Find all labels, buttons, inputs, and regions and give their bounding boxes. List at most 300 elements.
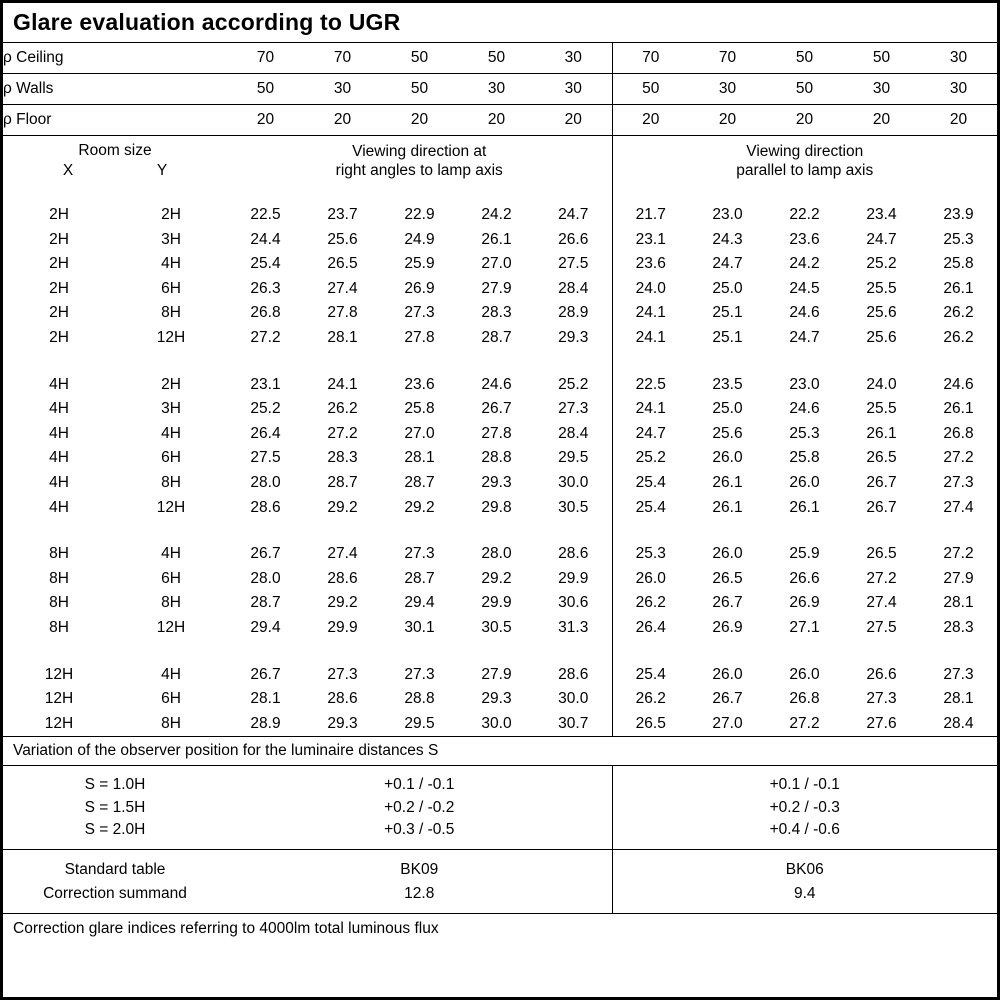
- ugr-value: 25.4: [250, 255, 281, 273]
- rho-floor-v10: 20: [920, 105, 997, 136]
- table-row: [3, 711, 997, 736]
- ugr-value: 28.1: [327, 329, 358, 347]
- ugr-value: 24.1: [612, 397, 689, 422]
- ugr-value: 26.0: [612, 566, 689, 591]
- ugr-value: 26.7: [866, 498, 897, 516]
- ugr-value: 23.0: [712, 206, 743, 224]
- table-row: [3, 566, 997, 591]
- data-top-spacer: [3, 181, 997, 203]
- ugr-value: 23.7: [327, 206, 358, 224]
- rho-walls-v2: 30: [304, 74, 381, 105]
- ugr-value: 27.5: [558, 255, 589, 273]
- ugr-value: 27.4: [327, 545, 358, 563]
- room-size-x: 8H: [49, 618, 69, 636]
- ugr-value: 24.9: [404, 230, 435, 248]
- rho-walls-label: ρ Walls: [3, 74, 227, 105]
- ugr-value: 24.2: [789, 255, 820, 273]
- ugr-value: 26.0: [712, 449, 743, 467]
- ugr-value: 26.0: [789, 473, 820, 491]
- ugr-value: 23.4: [866, 206, 897, 224]
- table-row: [3, 591, 997, 616]
- table-row: [3, 616, 997, 641]
- variation-block: [3, 766, 997, 849]
- ugr-value: 28.8: [404, 690, 435, 708]
- ugr-value: 28.3: [943, 618, 974, 636]
- table-row: [3, 372, 997, 397]
- x-label: X: [62, 162, 74, 179]
- page-title: Glare evaluation according to UGR: [13, 9, 401, 35]
- ugr-value: 29.4: [250, 618, 281, 636]
- table-row: [3, 687, 997, 712]
- ugr-value: 24.5: [789, 279, 820, 297]
- ugr-value: 25.6: [866, 304, 897, 322]
- group-spacer: [3, 350, 997, 372]
- ugr-value: 29.2: [327, 498, 358, 516]
- room-size-x: 8H: [49, 569, 69, 587]
- ugr-value: 26.2: [943, 329, 974, 347]
- variation-left-1: +0.1 / -0.1: [384, 776, 455, 794]
- ugr-value: 26.2: [943, 304, 974, 322]
- rho-walls-v6: 50: [612, 74, 689, 105]
- table-row-rho-walls: [3, 74, 997, 105]
- room-size-y: 12H: [156, 329, 186, 347]
- room-size-x: 12H: [44, 714, 74, 732]
- ugr-value: 28.6: [327, 690, 358, 708]
- room-size-y: 4H: [161, 545, 181, 563]
- table-row: [3, 471, 997, 496]
- rho-ceiling-v5: 30: [564, 49, 582, 66]
- room-size-y: 4H: [161, 665, 181, 683]
- ugr-main-table: [3, 43, 997, 135]
- ugr-value: 26.7: [866, 473, 897, 491]
- ugr-value: 26.2: [327, 400, 358, 418]
- room-size-y: 12H: [156, 618, 186, 636]
- ugr-value: 25.5: [866, 279, 897, 297]
- ugr-value: 26.6: [558, 230, 589, 248]
- ugr-value: 22.9: [404, 206, 435, 224]
- room-size-y: 2H: [161, 375, 181, 393]
- rho-walls-v9: 30: [843, 74, 920, 105]
- ugr-value: 26.1: [789, 498, 820, 516]
- ugr-value: 28.4: [558, 424, 589, 442]
- ugr-value: 26.5: [712, 569, 743, 587]
- y-label: Y: [156, 162, 168, 179]
- ugr-value: 30.5: [481, 618, 512, 636]
- ugr-value: 26.5: [612, 711, 689, 736]
- view-right-line1: Viewing direction: [746, 143, 864, 160]
- ugr-value: 26.9: [404, 279, 435, 297]
- ugr-value: 26.1: [712, 473, 743, 491]
- ugr-value: 27.0: [481, 255, 512, 273]
- ugr-value: 27.1: [789, 618, 820, 636]
- rho-ceiling-v9: 50: [872, 49, 891, 66]
- ugr-value: 29.2: [327, 594, 358, 612]
- rho-ceiling-v4: 50: [487, 49, 506, 66]
- room-size-header: [3, 136, 227, 181]
- variation-right-1: +0.1 / -0.1: [769, 776, 840, 794]
- ugr-value: 30.0: [558, 473, 589, 491]
- ugr-value: 24.7: [612, 422, 689, 447]
- room-size-y: 8H: [161, 714, 181, 732]
- table-row-rho-floor: [3, 105, 997, 136]
- room-size-x: 2H: [49, 206, 69, 224]
- group-spacer: [3, 640, 997, 662]
- correction-summand-left: 12.8: [404, 884, 435, 902]
- ugr-value: 26.7: [712, 594, 743, 612]
- table-row: [3, 227, 997, 252]
- ugr-value: 28.9: [250, 714, 281, 732]
- ugr-value: 25.8: [789, 449, 820, 467]
- rho-ceiling-v2: 70: [333, 49, 352, 66]
- rho-ceiling-v8: 50: [795, 49, 814, 66]
- ugr-value: 23.9: [943, 206, 974, 224]
- ugr-value: 27.0: [712, 714, 743, 732]
- table-row: [3, 422, 997, 447]
- ugr-value: 29.3: [558, 329, 589, 347]
- ugr-value: 25.0: [712, 400, 743, 418]
- room-size-x: 8H: [49, 594, 69, 612]
- ugr-value: 23.6: [789, 230, 820, 248]
- ugr-value: 27.6: [866, 714, 897, 732]
- ugr-value: 29.8: [481, 498, 512, 516]
- ugr-value: 27.4: [866, 594, 897, 612]
- ugr-value: 27.2: [943, 545, 974, 563]
- ugr-value: 27.8: [327, 304, 358, 322]
- room-size-label: Room size: [78, 142, 152, 159]
- ugr-value: 24.3: [712, 230, 743, 248]
- ugr-value: 24.6: [481, 375, 512, 393]
- rho-floor-v7: 20: [689, 105, 766, 136]
- ugr-value: 27.9: [943, 569, 974, 587]
- ugr-value: 25.2: [558, 375, 589, 393]
- room-size-y: 3H: [161, 400, 181, 418]
- ugr-value: 27.2: [943, 449, 974, 467]
- room-size-x: 4H: [49, 449, 69, 467]
- ugr-value: 26.2: [612, 687, 689, 712]
- ugr-value: 27.0: [404, 424, 435, 442]
- ugr-value: 24.7: [712, 255, 743, 273]
- ugr-value: 28.7: [481, 329, 512, 347]
- ugr-value: 27.4: [327, 279, 358, 297]
- standard-table-label: Standard table: [64, 861, 166, 879]
- ugr-value: 26.2: [612, 591, 689, 616]
- rho-floor-v5: 20: [535, 105, 612, 136]
- rho-ceiling-v6: 70: [612, 43, 689, 74]
- ugr-value: 22.5: [612, 372, 689, 397]
- view-left-line1: Viewing direction at: [352, 143, 487, 160]
- ugr-value: 22.5: [250, 206, 281, 224]
- room-size-x: 12H: [44, 665, 74, 683]
- ugr-value: 26.9: [712, 618, 743, 636]
- rho-ceiling-label: ρ Ceiling: [3, 49, 64, 66]
- ugr-value: 26.0: [712, 545, 743, 563]
- ugr-value: 27.5: [866, 618, 897, 636]
- ugr-value: 27.2: [250, 329, 281, 347]
- correction-summand-right: 9.4: [793, 884, 816, 902]
- rho-ceiling-v10: 30: [949, 49, 968, 66]
- ugr-value: 23.1: [612, 227, 689, 252]
- ugr-value: 27.3: [404, 545, 435, 563]
- ugr-value: 27.3: [327, 665, 358, 683]
- standard-table-block: [3, 850, 997, 913]
- variation-values-perpendicular: [227, 766, 612, 849]
- room-size-y: 3H: [161, 230, 181, 248]
- room-size-y: 6H: [161, 449, 181, 467]
- ugr-value: 30.7: [558, 714, 589, 732]
- ugr-value: 28.4: [943, 714, 974, 732]
- ugr-value: 27.4: [943, 498, 974, 516]
- room-size-y: 8H: [161, 473, 181, 491]
- ugr-value: 29.5: [558, 449, 589, 467]
- ugr-value: 30.5: [558, 498, 589, 516]
- ugr-value: 25.1: [712, 304, 743, 322]
- ugr-value: 25.3: [612, 542, 689, 567]
- room-size-y: 12H: [156, 498, 186, 516]
- ugr-value: 26.4: [250, 424, 281, 442]
- viewing-direction-parallel-header: [612, 136, 998, 181]
- rho-floor-v4: 20: [458, 105, 535, 136]
- room-size-y: 8H: [161, 594, 181, 612]
- ugr-value: 27.3: [404, 665, 435, 683]
- variation-label-3: S = 2.0H: [84, 820, 146, 838]
- rho-walls-v1: 50: [227, 74, 304, 105]
- ugr-value: 28.1: [943, 594, 974, 612]
- viewing-direction-perpendicular-header: [227, 136, 612, 181]
- ugr-value: 23.6: [404, 375, 435, 393]
- ugr-value: 26.4: [612, 616, 689, 641]
- ugr-value: 29.2: [404, 498, 435, 516]
- ugr-value: 30.1: [404, 618, 435, 636]
- ugr-value: 26.8: [943, 424, 974, 442]
- room-size-x: 2H: [49, 304, 69, 322]
- ugr-value: 29.5: [404, 714, 435, 732]
- ugr-data-table: [3, 181, 997, 736]
- ugr-value: 28.6: [558, 665, 589, 683]
- ugr-value: 26.9: [789, 594, 820, 612]
- ugr-value: 26.8: [250, 304, 281, 322]
- footer-note: Correction glare indices referring to 4000lm total luminous flux: [13, 919, 439, 937]
- ugr-value: 30.6: [558, 594, 589, 612]
- ugr-value: 29.3: [481, 690, 512, 708]
- ugr-value: 26.7: [250, 545, 281, 563]
- ugr-value: 25.4: [612, 495, 689, 520]
- ugr-value: 25.1: [712, 329, 743, 347]
- ugr-value: 24.1: [612, 301, 689, 326]
- ugr-value: 27.9: [481, 665, 512, 683]
- rho-walls-v8: 50: [766, 74, 843, 105]
- rho-floor-v8: 20: [766, 105, 843, 136]
- rho-floor-v3: 20: [381, 105, 458, 136]
- rho-ceiling-v1: 70: [256, 49, 275, 66]
- rho-ceiling-v3: 50: [410, 49, 429, 66]
- table-row-rho-ceiling: [3, 43, 997, 74]
- ugr-value: 23.5: [712, 375, 743, 393]
- ugr-value: 28.7: [250, 594, 281, 612]
- room-size-x: 4H: [49, 473, 69, 491]
- ugr-value: 24.1: [612, 326, 689, 351]
- ugr-value: 28.0: [250, 473, 281, 491]
- ugr-value: 28.8: [481, 449, 512, 467]
- ugr-value: 21.7: [612, 203, 689, 228]
- variation-left-2: +0.2 / -0.2: [384, 798, 455, 816]
- ugr-value: 28.3: [327, 449, 358, 467]
- ugr-value: 24.6: [789, 304, 820, 322]
- ugr-value: 31.3: [558, 618, 589, 636]
- ugr-value: 27.2: [866, 569, 897, 587]
- room-size-x: 4H: [49, 400, 69, 418]
- ugr-value: 25.2: [612, 446, 689, 471]
- ugr-value: 24.0: [612, 277, 689, 302]
- room-size-x: 12H: [44, 690, 74, 708]
- ugr-value: 25.2: [250, 400, 281, 418]
- ugr-value: 29.2: [481, 569, 512, 587]
- ugr-value: 25.8: [943, 255, 974, 273]
- ugr-value: 28.4: [558, 279, 589, 297]
- room-size-y: 4H: [161, 424, 181, 442]
- room-size-x: 2H: [49, 279, 69, 297]
- ugr-value: 30.0: [481, 714, 512, 732]
- ugr-value: 26.8: [789, 690, 820, 708]
- rho-walls-v3: 50: [381, 74, 458, 105]
- table-row: [3, 301, 997, 326]
- view-left-line2: right angles to lamp axis: [335, 162, 503, 180]
- view-right-line2: parallel to lamp axis: [736, 162, 874, 180]
- ugr-value: 26.3: [250, 279, 281, 297]
- standard-table-right: BK06: [785, 861, 824, 879]
- ugr-value: 26.7: [712, 690, 743, 708]
- room-size-x: 2H: [49, 329, 69, 347]
- ugr-value: 26.6: [866, 665, 897, 683]
- ugr-value: 23.1: [250, 375, 281, 393]
- ugr-value: 27.3: [558, 400, 589, 418]
- ugr-value: 24.7: [789, 329, 820, 347]
- ugr-value: 25.9: [404, 255, 435, 273]
- variation-left-3: +0.3 / -0.5: [384, 820, 455, 838]
- ugr-value: 29.3: [481, 473, 512, 491]
- ugr-value: 27.2: [327, 424, 358, 442]
- room-size-x: 2H: [49, 255, 69, 273]
- ugr-value: 26.7: [250, 665, 281, 683]
- ugr-value: 25.6: [327, 230, 358, 248]
- ugr-value: 26.1: [943, 279, 974, 297]
- variation-label-1: S = 1.0H: [84, 776, 146, 794]
- ugr-value: 28.7: [404, 569, 435, 587]
- rho-floor-label: ρ Floor: [3, 105, 227, 136]
- ugr-value: 29.9: [558, 569, 589, 587]
- variation-right-2: +0.2 / -0.3: [769, 798, 840, 816]
- rho-floor-v1: 20: [227, 105, 304, 136]
- ugr-value: 28.7: [404, 473, 435, 491]
- ugr-value: 24.6: [943, 375, 974, 393]
- ugr-value: 28.6: [558, 545, 589, 563]
- ugr-value: 25.2: [866, 255, 897, 273]
- standard-values-perpendicular: [227, 850, 612, 913]
- room-size-y: 4H: [161, 255, 181, 273]
- ugr-value: 28.6: [327, 569, 358, 587]
- rho-ceiling-v7: 70: [718, 49, 737, 66]
- ugr-value: 27.3: [943, 473, 974, 491]
- table-row: [3, 542, 997, 567]
- column-headers: [3, 136, 997, 181]
- ugr-value: 26.7: [481, 400, 512, 418]
- standard-values-parallel: [612, 850, 998, 913]
- room-size-x: 2H: [49, 230, 69, 248]
- ugr-value: 23.6: [612, 252, 689, 277]
- room-size-y: 2H: [161, 206, 181, 224]
- room-size-x: 4H: [49, 375, 69, 393]
- ugr-value: 28.1: [404, 449, 435, 467]
- ugr-value: 28.9: [558, 304, 589, 322]
- ugr-value: 28.1: [250, 690, 281, 708]
- ugr-value: 22.2: [789, 206, 820, 224]
- ugr-value: 24.7: [558, 206, 589, 224]
- rho-floor-v6: 20: [612, 105, 689, 136]
- ugr-value: 24.7: [866, 230, 897, 248]
- ugr-value: 26.5: [866, 545, 897, 563]
- ugr-value: 25.4: [612, 471, 689, 496]
- ugr-value: 27.3: [943, 665, 974, 683]
- ugr-value: 25.3: [789, 424, 820, 442]
- ugr-value: 25.4: [612, 662, 689, 687]
- ugr-value: 25.0: [712, 279, 743, 297]
- room-size-y: 6H: [161, 279, 181, 297]
- table-row: [3, 252, 997, 277]
- ugr-value: 29.4: [404, 594, 435, 612]
- ugr-value: 26.1: [712, 498, 743, 516]
- variation-values-parallel: [612, 766, 998, 849]
- table-row: [3, 277, 997, 302]
- ugr-value: 29.9: [481, 594, 512, 612]
- ugr-value: 26.0: [789, 665, 820, 683]
- ugr-value: 28.7: [327, 473, 358, 491]
- ugr-value: 27.2: [789, 714, 820, 732]
- room-size-y: 6H: [161, 690, 181, 708]
- ugr-value: 30.0: [558, 690, 589, 708]
- room-size-y: 6H: [161, 569, 181, 587]
- ugr-value: 26.0: [712, 665, 743, 683]
- ugr-value: 24.1: [327, 375, 358, 393]
- rho-walls-v5: 30: [535, 74, 612, 105]
- ugr-value: 28.0: [481, 545, 512, 563]
- ugr-value: 25.8: [404, 400, 435, 418]
- ugr-value: 27.3: [404, 304, 435, 322]
- table-row: [3, 326, 997, 351]
- ugr-value: 26.5: [327, 255, 358, 273]
- table-row: [3, 446, 997, 471]
- variation-right-3: +0.4 / -0.6: [769, 820, 840, 838]
- ugr-value: 25.3: [943, 230, 974, 248]
- ugr-value: 24.2: [481, 206, 512, 224]
- standard-table-left: BK09: [400, 861, 439, 879]
- standard-labels: [3, 850, 227, 913]
- rho-floor-v2: 20: [304, 105, 381, 136]
- room-size-x: 4H: [49, 424, 69, 442]
- variation-labels: [3, 766, 227, 849]
- ugr-value: 27.8: [404, 329, 435, 347]
- rho-walls-v4: 30: [458, 74, 535, 105]
- ugr-value: 25.5: [866, 400, 897, 418]
- correction-summand-label: Correction summand: [43, 884, 187, 902]
- table-row: [3, 662, 997, 687]
- room-size-x: 4H: [49, 498, 69, 516]
- ugr-value: 24.6: [789, 400, 820, 418]
- table-row: [3, 397, 997, 422]
- variation-label-2: S = 1.5H: [84, 798, 146, 816]
- ugr-value: 27.8: [481, 424, 512, 442]
- ugr-value: 25.9: [789, 545, 820, 563]
- ugr-value: 23.0: [789, 375, 820, 393]
- ugr-value: 29.3: [327, 714, 358, 732]
